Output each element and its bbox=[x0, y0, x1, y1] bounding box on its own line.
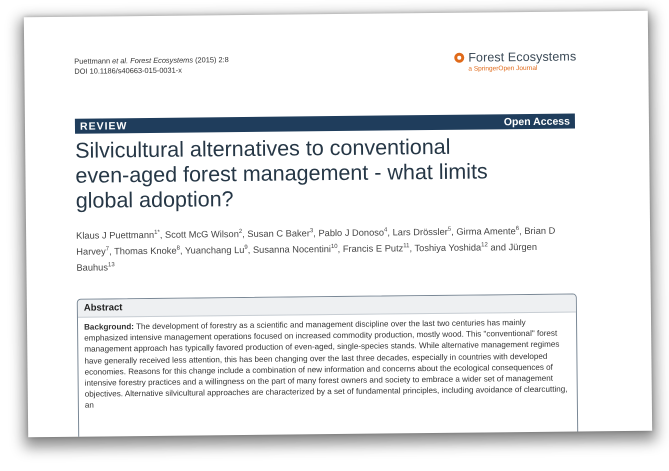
abstract-box bbox=[77, 294, 579, 438]
open-access-label: Open Access bbox=[503, 115, 570, 128]
journal-logo bbox=[454, 49, 576, 72]
citation-year-volume: (2015) 2:8 bbox=[195, 55, 229, 65]
citation-doi: DOI 10.1186/s40663-015-0031-x bbox=[74, 65, 182, 76]
author-item bbox=[456, 226, 519, 237]
author-item bbox=[253, 244, 338, 255]
author-name: Toshiya Yoshida bbox=[414, 242, 482, 254]
article-title bbox=[75, 133, 596, 213]
author-affiliation: 9 bbox=[244, 245, 248, 252]
author-affiliation: 10 bbox=[330, 244, 338, 251]
article-page bbox=[24, 11, 652, 438]
author-item bbox=[114, 246, 180, 257]
abstract-background-label: Background: bbox=[84, 322, 135, 332]
journal-logo-subtitle: a SpringerOpen Journal bbox=[468, 64, 538, 73]
abstract-background-text: The development of forestry as a scientific and management discipline over the last two centuries has mainly emphasized intensive management operations focused on increased commodity production, mostly wood. This "conventional" forest management approach has typically favored production of even-aged, single-species stands. While alternative management regimes have generally received less attention, this has been changing over the last three decades, especially in countries with developed economies. Reasons for this change include a combination of new information and concerns about the ecological consequences of intensive forestry practices and a willingness on the part of many forest owners and society to embrace a wider set of management objectives. Alternative silvicultural approaches are characterized by a set of fundamental principles, including avoidance of clearcutting, an bbox=[84, 318, 568, 411]
author-affiliation: 1* bbox=[154, 229, 160, 236]
author-affiliation: 4 bbox=[384, 227, 388, 234]
author-name: Susan C Baker bbox=[247, 228, 310, 240]
journal-logo-name: Forest Ecosystems bbox=[468, 49, 577, 65]
author-item bbox=[414, 243, 487, 254]
author-affiliation: 8 bbox=[176, 245, 180, 252]
title-line-3: global adoption? bbox=[75, 187, 234, 213]
title-line-1: Silvicultural alternatives to conventional bbox=[75, 134, 451, 163]
author-name: Pablo J Donoso bbox=[318, 227, 385, 239]
citation-authors: Puettmann bbox=[74, 56, 111, 66]
author-name: Jürgen Bauhus bbox=[76, 242, 538, 274]
author-item bbox=[76, 230, 160, 241]
article-type-banner bbox=[75, 114, 575, 134]
author-affiliation: 11 bbox=[403, 243, 410, 250]
author-item bbox=[185, 245, 248, 256]
author-affiliation: 13 bbox=[107, 262, 115, 269]
author-affiliation: 5 bbox=[447, 226, 452, 233]
author-affiliation: 7 bbox=[105, 246, 110, 253]
author-name: Yuanchang Lu bbox=[184, 245, 245, 256]
author-affiliation: 2 bbox=[238, 229, 243, 236]
author-list: Klaus J Puettmann$^{1*}$, Scott McG Wilson$^2$, Susan C Baker$^3$, Pablo J Donoso$^4$, Lars Drössler$^5$, Girma Amente$^6$, Brian D Harvey$^7$, Thomas Knoke$^8$, Yuanchang Lu$^9$, Susanna Nocentini$^{10}$, Francis E Putz$^{11}$, Toshiya Yoshida$^{12}$ and Jürgen Bauhus$^{13}$ bbox=[76, 225, 556, 274]
author-item bbox=[247, 228, 313, 239]
author-item bbox=[393, 227, 452, 238]
author-name: Susanna Nocentini bbox=[252, 244, 332, 256]
article-type-label: REVIEW bbox=[79, 119, 128, 133]
author-name: Thomas Knoke bbox=[114, 245, 177, 257]
citation-journal: Forest Ecosystems bbox=[130, 55, 194, 66]
author-affiliation: 3 bbox=[309, 228, 314, 235]
author-name: Francis E Putz bbox=[342, 243, 404, 255]
author-item bbox=[165, 229, 242, 240]
author-name: Klaus J Puettmann bbox=[76, 230, 155, 241]
abstract-heading: Abstract bbox=[78, 295, 576, 318]
author-name: Scott McG Wilson bbox=[164, 229, 239, 240]
abstract-body bbox=[78, 313, 577, 416]
author-affiliation: 12 bbox=[481, 242, 488, 249]
title-line-2: even-aged forest management - what limits bbox=[75, 159, 488, 188]
springeropen-logo-icon bbox=[454, 53, 464, 63]
author-name: Girma Amente bbox=[456, 226, 516, 237]
citation-etal: et al. bbox=[109, 56, 129, 66]
author-affiliation: 6 bbox=[515, 226, 520, 233]
author-name: Lars Drössler bbox=[392, 226, 448, 238]
author-name: Brian D Harvey bbox=[76, 225, 556, 257]
author-item bbox=[318, 228, 387, 239]
author-item bbox=[343, 243, 410, 254]
